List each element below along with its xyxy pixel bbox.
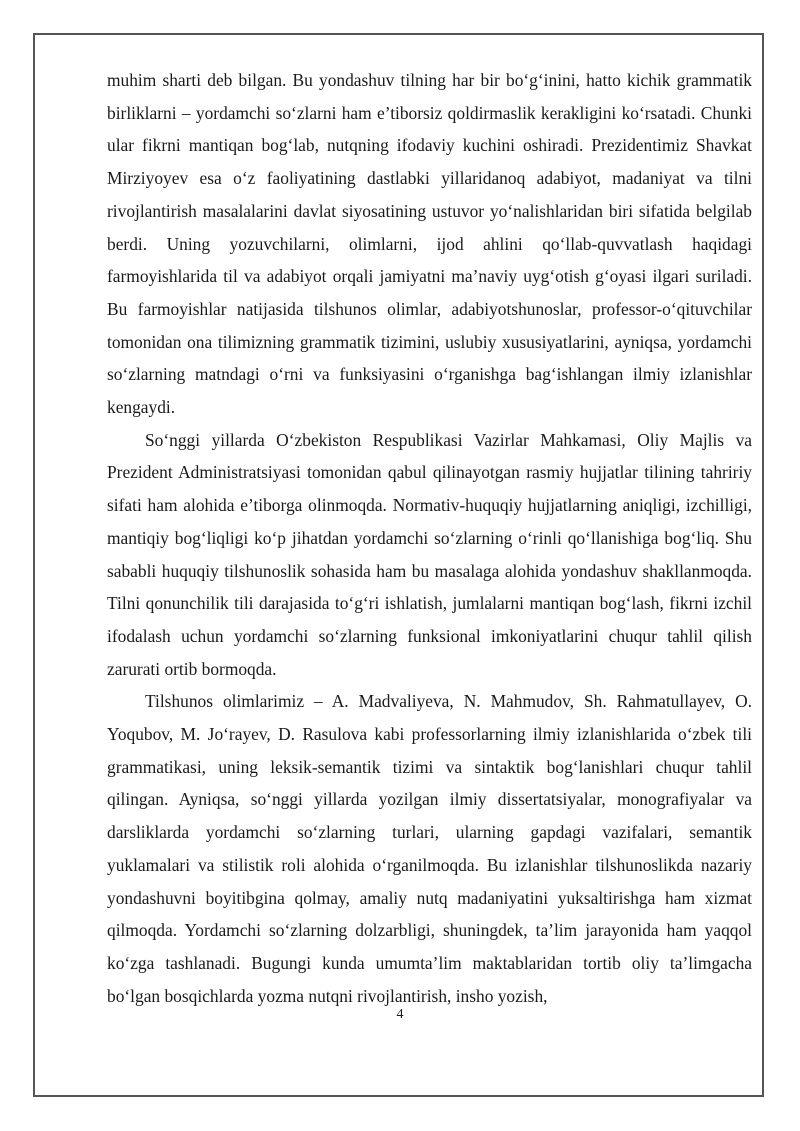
paragraph-3: Tilshunos olimlarimiz – A. Madvaliyeva, N. Mahmudov, Sh. Rahmatullayev, O. Yoqubov, M. Jo‘rayev, D. Rasulova kabi professorlarning ilmiy izlanishlarida o‘zbek tili grammatikasi, uning leksik-semantik tizimi va sintaktik bog‘lanishlari chuqur tahlil qilingan. Ayniqsa, so‘nggi yillarda yozilgan ilmiy dissertatsiyalar, monografiyalar va darsliklarda yordamchi so‘zlarning turlari, ularning gapdagi vazifalari, semantik yuklamalari va stilistik roli alohida o‘rganilmoqda. Bu izlanishlar tilshunoslikda nazariy yondashuvni boyitibgina qolmay, amaliy nutq madaniyatini yuksaltirishga ham xizmat qilmoqda. Yordamchi so‘zlarning dolzarbligi, shuningdek, ta’lim jarayonida ham yaqqol ko‘zga tashlanadi. Bugungi kunda umumta’lim maktablaridan tortib oliy ta’limgacha bo‘lgan bosqichlarda yozma nutqni rivojlantirish, insho yozish, (107, 691, 752, 1006)
paragraph-2: So‘nggi yillarda O‘zbekiston Respublikasi Vazirlar Mahkamasi, Oliy Majlis va Prezident Administratsiyasi tomonidan qabul qilinayotgan rasmiy hujjatlar tilining tahririy sifati ham alohida e’tiborga olinmoqda. Normativ-huquqiy hujjatlarning aniqligi, izchilligi, mantiqiy bog‘liqligi ko‘p jihatdan yordamchi so‘zlarning o‘rinli qo‘llanishiga bog‘liq. Shu sababli huquqiy tilshunoslik sohasida ham bu masalaga alohida yondashuv shakllanmoqda. Tilni qonunchilik tili darajasida to‘g‘ri ishlatish, jumlalarni mantiqan bog‘lash, fikrni izchil ifodalash uchun yordamchi so‘zlarning funksional imkoniyatlarini chuqur tahlil qilish zarurati ortib bormoqda. (107, 429, 752, 679)
document-body (107, 64, 752, 1012)
page-number: 4 (396, 1007, 404, 1022)
paragraph-1: muhim sharti deb bilgan. Bu yondashuv tilning har bir bo‘g‘inini, hatto kichik grammatik birliklarni – yordamchi so‘zlarni ham e’tiborsiz qoldirmaslik kerakligini ko‘rsatadi. Chunki ular fikrni mantiqan bog‘lab, nutqning ifodaviy kuchini oshiradi. Prezidentimiz Shavkat Mirziyoyev esa o‘z faoliyatining dastlabki yillaridanoq adabiyot, madaniyat va tilni rivojlantirish masalalarini davlat siyosatining ustuvor yo‘nalishlaridan biri sifatida belgilab berdi. Uning yozuvchilarni, olimlarni, ijod ahlini qo‘llab-quvvatlash haqidagi farmoyishlarida til va adabiyot orqali jamiyatni ma’naviy uyg‘otish g‘oyasi ilgari suriladi. Bu farmoyishlar natijasida tilshunos olimlar, adabiyotshunoslar, professor-o‘qituvchilar tomonidan ona tilimizning grammatik tizimini, uslubiy xususiyatlarini, ayniqsa, yordamchi so‘zlarning matndagi o‘rni va funksiyasini o‘rganishga bag‘ishlangan ilmiy izlanishlar kengaydi. (107, 70, 752, 418)
